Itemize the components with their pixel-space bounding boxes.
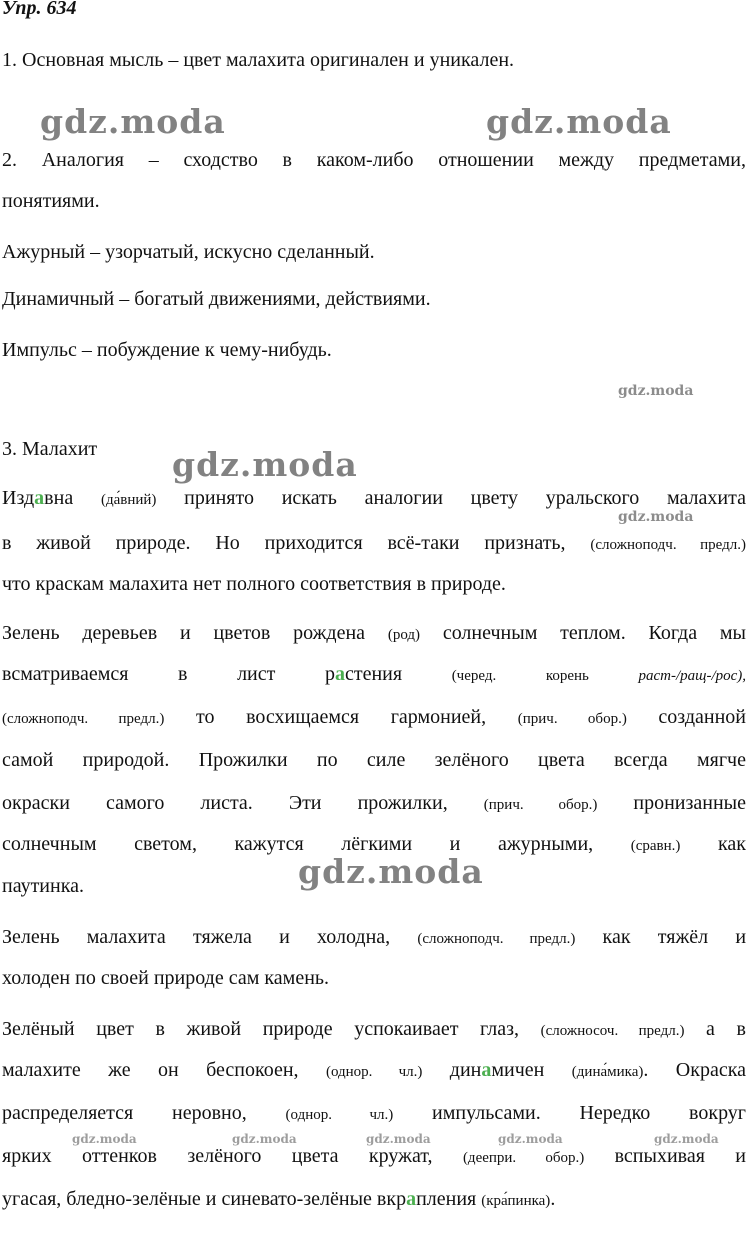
text-fragment: солнечным теплом. Когда мы — [420, 622, 746, 644]
definition-impuls: Импульс – побуждение к чему-нибудь. — [2, 339, 332, 361]
exercise-title: Упр. 634 — [2, 0, 77, 19]
text-fragment: всматриваемся — [2, 663, 129, 685]
point-1-main-idea: 1. Основная мысль – цвет малахита оригинален и уникален. — [2, 49, 515, 71]
text-fragment: . — [550, 1188, 556, 1210]
text-fragment: Зелёный цвет в живой природе успокаивает глаз, — [2, 1018, 541, 1040]
text-fragment: солнечным светом, кажутся лёгкими и ажурными, — [2, 833, 631, 855]
text-fragment: а в — [684, 1018, 746, 1040]
grammar-note: (дина́мика) — [571, 1064, 644, 1080]
watermark: gdz.moda — [654, 1132, 719, 1146]
grammar-note: (прич. обор.) — [483, 797, 598, 813]
text-line-3: что краскам малахита нет полного соответствия в природе. — [2, 573, 506, 595]
highlighted-vowel: а — [406, 1188, 417, 1210]
watermark: gdz.moda — [486, 102, 672, 141]
watermark: gdz.moda — [172, 445, 358, 484]
highlighted-vowel: а — [334, 663, 345, 685]
grammar-note: (род) — [387, 627, 421, 643]
text-fragment: пронизанные — [597, 792, 747, 814]
text-fragment: как — [680, 833, 746, 855]
text-fragment: в живой природе. Но приходится всё-таки признать, — [2, 532, 591, 554]
text-line-2 — [2, 531, 746, 557]
watermark: gdz.moda — [618, 383, 694, 399]
text-fragment: принято искать аналогии цвету уральского малахита — [156, 487, 746, 509]
definition-dinamichny: Динамичный – богатый движениями, действиями. — [2, 288, 431, 310]
highlighted-vowel: а — [34, 487, 45, 509]
watermark: gdz.moda — [232, 1132, 297, 1146]
grammar-note: (сложноподч. предл.) — [417, 931, 576, 947]
text-line-7: самой природой. Прожилки по силе зелёного цвета всегда мягче — [2, 749, 746, 771]
text-fragment: в — [178, 663, 188, 685]
text-fragment: . Окраска — [643, 1059, 746, 1081]
grammar-note: (черед. — [451, 668, 497, 684]
text-line-12: холоден по своей природе сам камень. — [2, 967, 330, 989]
text-fragment: окраски самого листа. Эти прожилки, — [2, 792, 484, 814]
text-fragment: вспыхивая и — [584, 1145, 746, 1167]
text-line-17 — [2, 1187, 555, 1213]
text-fragment: импульсами. Нередко вокруг — [393, 1102, 747, 1124]
watermark: gdz.moda — [618, 509, 694, 525]
highlighted-vowel: а — [481, 1059, 492, 1081]
grammar-note: (сложноподч. предл.) — [590, 537, 746, 553]
grammar-note: (сравн.) — [630, 838, 681, 854]
point-2-analogy-line1: 2. Аналогия – сходство в каком-либо отношении между предметами, — [2, 149, 746, 171]
text-line-11 — [2, 925, 746, 951]
text-fragment: мичен — [491, 1059, 572, 1081]
text-fragment: пления — [416, 1188, 482, 1210]
text-fragment: угасая, бледно-зелёные и синевато-зелёные вкр — [2, 1188, 407, 1210]
text-line-13 — [2, 1017, 746, 1043]
text-line-14 — [2, 1058, 746, 1084]
text-line-15 — [2, 1101, 746, 1127]
text-line-16 — [2, 1144, 746, 1170]
text-fragment: дин — [422, 1059, 482, 1081]
grammar-note: (сложносоч. предл.) — [540, 1023, 685, 1039]
text-fragment: как тяжёл и — [575, 926, 747, 948]
watermark: gdz.moda — [40, 102, 226, 141]
point-2-analogy-line2: понятиями. — [2, 190, 100, 212]
text-fragment: вна — [44, 487, 101, 509]
text-line-8 — [2, 791, 746, 817]
grammar-note: (однор. чл.) — [285, 1107, 394, 1123]
watermark: gdz.moda — [298, 852, 484, 891]
text-line-6 — [2, 705, 746, 731]
text-line-10: паутинка. — [2, 875, 85, 897]
grammar-note-root: раст-/ращ-/рос), — [638, 668, 747, 684]
grammar-note: (сложноподч. предл.) — [2, 711, 165, 727]
grammar-note: (да́вний) — [100, 492, 157, 508]
text-line-4 — [2, 621, 746, 647]
text-fragment: то восхищаемся гармонией, — [164, 706, 518, 728]
grammar-note: корень — [545, 668, 589, 684]
definition-azhurny: Ажурный – узорчатый, искусно сделанный. — [2, 241, 375, 263]
grammar-note: (однор. чл.) — [325, 1064, 423, 1080]
text-fragment: распределяется неровно, — [2, 1102, 286, 1124]
grammar-note: (прич. обор.) — [517, 711, 627, 727]
text-fragment: ярких оттенков зелёного цвета кружат, — [2, 1145, 463, 1167]
watermark: gdz.moda — [72, 1132, 137, 1146]
text-fragment: Изд — [2, 487, 35, 509]
watermark: gdz.moda — [498, 1132, 563, 1146]
text-fragment: созданной — [626, 706, 746, 728]
text-fragment: р — [324, 663, 335, 685]
watermark: gdz.moda — [366, 1132, 431, 1146]
grammar-note: (деепри. обор.) — [462, 1150, 585, 1166]
section-3-heading: 3. Малахит — [2, 438, 98, 460]
text-fragment: малахите же он беспокоен, — [2, 1059, 326, 1081]
grammar-note: (кра́пинка) — [481, 1193, 551, 1209]
text-fragment: Зелень малахита тяжела и холодна, — [2, 926, 418, 948]
text-fragment: лист — [237, 663, 276, 685]
text-fragment: стения — [344, 663, 403, 685]
text-line-5 — [2, 662, 746, 688]
text-fragment: Зелень деревьев и цветов рождена — [2, 622, 388, 644]
